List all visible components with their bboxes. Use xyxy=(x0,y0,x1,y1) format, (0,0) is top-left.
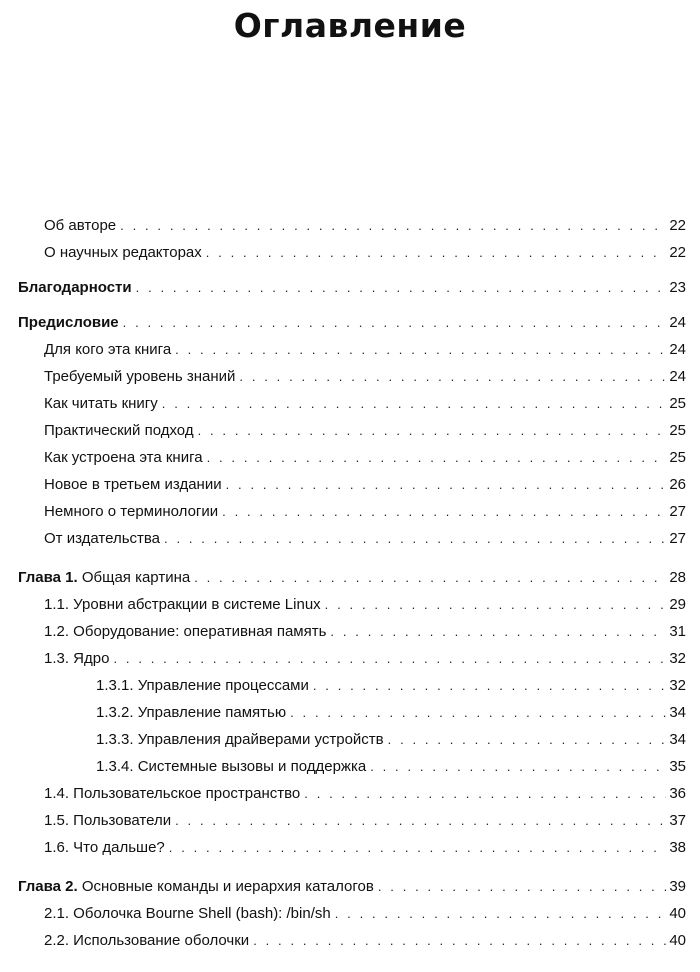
toc-page-number: 24 xyxy=(669,341,686,358)
toc-row-about-author[interactable] xyxy=(0,212,700,239)
chapter-number: Глава 2. xyxy=(18,878,78,895)
toc-label: Об авторе xyxy=(44,217,117,234)
toc-label: Основные команды и иерархия каталогов xyxy=(81,878,374,895)
toc-page-number: 27 xyxy=(669,503,686,520)
toc-row-2-2[interactable] xyxy=(0,927,700,954)
toc-row-1-2[interactable] xyxy=(0,618,700,645)
toc-page-number: 38 xyxy=(669,839,686,856)
toc-label: Новое в третьем издании xyxy=(44,476,222,493)
dot-leader xyxy=(175,812,666,830)
dot-leader xyxy=(194,569,666,587)
toc-row-prerequisites[interactable] xyxy=(0,363,700,390)
toc-page-number: 32 xyxy=(669,677,686,694)
toc-page-number: 39 xyxy=(669,878,686,895)
toc-label: 1.1. Уровни абстракции в системе Linux xyxy=(44,596,321,613)
toc-label: Требуемый уровень знаний xyxy=(44,368,236,385)
toc-page-number: 28 xyxy=(669,569,686,586)
toc-label: 2.2. Использование оболочки xyxy=(44,932,250,949)
toc-page-number: 23 xyxy=(669,279,686,296)
toc-page-number: 34 xyxy=(669,731,686,748)
dot-leader xyxy=(325,596,667,614)
toc-label: Общая картина xyxy=(81,569,191,586)
toc-label: Как читать книгу xyxy=(44,395,158,412)
dot-leader xyxy=(206,244,667,262)
dot-leader xyxy=(330,623,666,641)
dot-leader xyxy=(290,704,666,722)
dot-leader xyxy=(388,731,667,749)
dot-leader xyxy=(313,677,666,695)
toc-label: 1.5. Пользователи xyxy=(44,812,172,829)
toc-row-1-3-2[interactable] xyxy=(0,699,700,726)
toc-row-chapter-1[interactable] xyxy=(0,564,700,591)
toc-row-2-1[interactable] xyxy=(0,900,700,927)
toc-row-preface[interactable] xyxy=(0,309,700,336)
toc-label: Практический подход xyxy=(44,422,194,439)
toc-row-acknowledgments[interactable] xyxy=(0,274,700,301)
toc-page-number: 22 xyxy=(669,244,686,261)
toc-row-terminology[interactable] xyxy=(0,498,700,525)
toc-page-number: 32 xyxy=(669,650,686,667)
dot-leader xyxy=(335,905,667,923)
toc-row-third-edition[interactable] xyxy=(0,471,700,498)
toc-row-1-6[interactable] xyxy=(0,834,700,861)
toc-page-number: 26 xyxy=(669,476,686,493)
dot-leader xyxy=(253,932,666,950)
dot-leader xyxy=(113,650,666,668)
toc-label: Как устроена эта книга xyxy=(44,449,203,466)
dot-leader xyxy=(378,878,666,896)
toc-label: 2.1. Оболочка Bourne Shell (bash): /bin/sh xyxy=(44,905,331,922)
chapter-number: Глава 1. xyxy=(18,569,78,586)
toc-row-1-4[interactable] xyxy=(0,780,700,807)
toc-label: Для кого эта книга xyxy=(44,341,172,358)
dot-leader xyxy=(120,217,666,235)
toc-page-number: 34 xyxy=(669,704,686,721)
toc-row-book-structure[interactable] xyxy=(0,444,700,471)
toc-page-number: 25 xyxy=(669,449,686,466)
toc-page-number: 27 xyxy=(669,530,686,547)
page-title: Оглавление xyxy=(233,6,467,45)
toc-label: 1.3.4. Системные вызовы и поддержка xyxy=(96,758,367,775)
dot-leader xyxy=(222,503,666,521)
toc-row-1-3-3[interactable] xyxy=(0,726,700,753)
toc-page-number: 24 xyxy=(669,314,686,331)
toc-row-scientific-editors[interactable] xyxy=(0,239,700,266)
dot-leader xyxy=(239,368,666,386)
toc-page-number: 40 xyxy=(669,932,686,949)
toc-label: 1.3.1. Управление процессами xyxy=(96,677,309,694)
toc-row-1-5[interactable] xyxy=(0,807,700,834)
dot-leader xyxy=(169,839,667,857)
table-of-contents xyxy=(0,212,700,954)
toc-row-practical-approach[interactable] xyxy=(0,417,700,444)
dot-leader xyxy=(207,449,667,467)
toc-label: 1.3. Ядро xyxy=(44,650,110,667)
toc-label: 1.2. Оборудование: оперативная память xyxy=(44,623,327,640)
toc-label: О научных редакторах xyxy=(44,244,202,261)
toc-label: 1.3.3. Управления драйверами устройств xyxy=(96,731,384,748)
dot-leader xyxy=(175,341,666,359)
toc-row-audience[interactable] xyxy=(0,336,700,363)
toc-label: 1.4. Пользовательское пространство xyxy=(44,785,301,802)
toc-page-number: 35 xyxy=(669,758,686,775)
toc-label: Благодарности xyxy=(18,279,132,296)
toc-page-number: 36 xyxy=(669,785,686,802)
toc-page-number: 29 xyxy=(669,596,686,613)
toc-page-number: 22 xyxy=(669,217,686,234)
dot-leader xyxy=(304,785,666,803)
dot-leader xyxy=(164,530,666,548)
dot-leader xyxy=(136,279,667,297)
toc-row-how-to-read[interactable] xyxy=(0,390,700,417)
toc-row-1-3-1[interactable] xyxy=(0,672,700,699)
toc-label: Немного о терминологии xyxy=(44,503,219,520)
toc-row-publisher[interactable] xyxy=(0,525,700,552)
toc-row-1-3-4[interactable] xyxy=(0,753,700,780)
toc-page-number: 37 xyxy=(669,812,686,829)
toc-page-number: 31 xyxy=(669,623,686,640)
dot-leader xyxy=(370,758,666,776)
dot-leader xyxy=(226,476,667,494)
dot-leader xyxy=(198,422,667,440)
dot-leader xyxy=(162,395,667,413)
toc-label: 1.3.2. Управление памятью xyxy=(96,704,287,721)
toc-row-chapter-2[interactable] xyxy=(0,873,700,900)
toc-label: 1.6. Что дальше? xyxy=(44,839,165,856)
toc-row-1-1[interactable] xyxy=(0,591,700,618)
dot-leader xyxy=(123,314,667,332)
toc-label: Предисловие xyxy=(18,314,119,331)
toc-page-number: 25 xyxy=(669,395,686,412)
toc-page-number: 25 xyxy=(669,422,686,439)
toc-row-1-3[interactable] xyxy=(0,645,700,672)
toc-page-number: 40 xyxy=(669,905,686,922)
toc-label: От издательства xyxy=(44,530,161,547)
toc-page-number: 24 xyxy=(669,368,686,385)
